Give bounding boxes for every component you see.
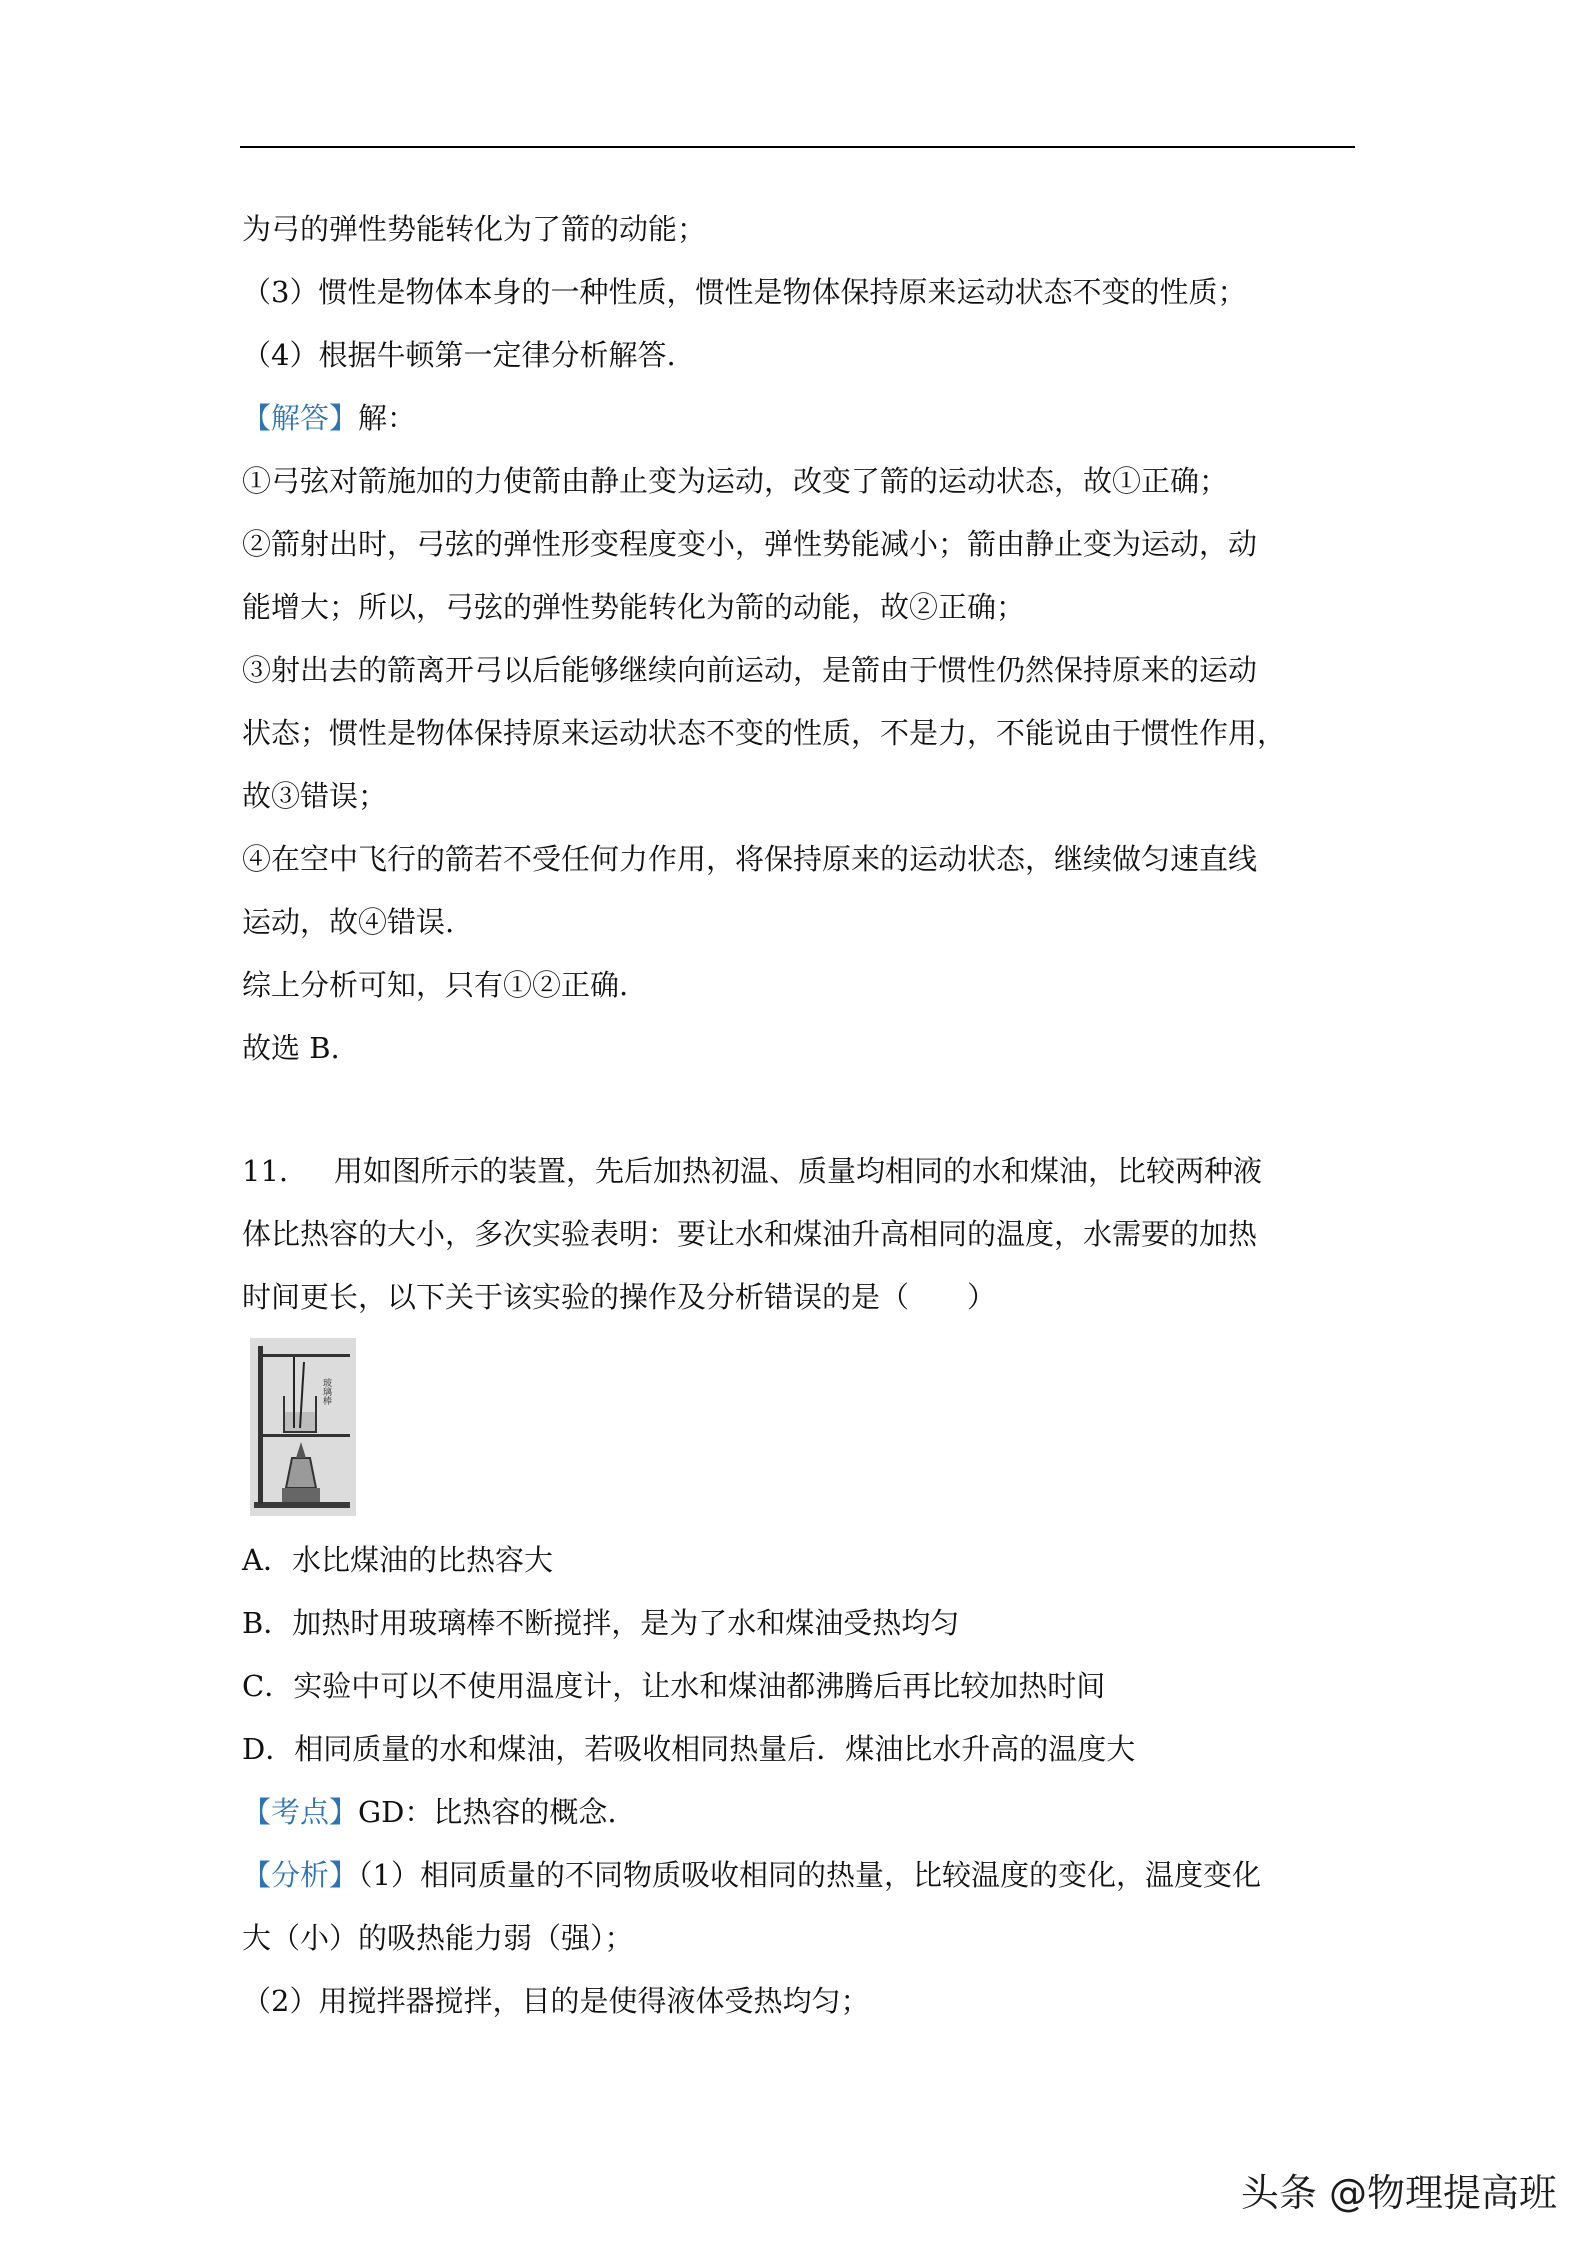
option-d: D．相同质量的水和煤油，若吸收相同热量后．煤油比水升高的温度大 [242,1732,1136,1766]
answer-line: ①弓弦对箭施加的力使箭由静止变为运动，改变了箭的运动状态，故①正确； [242,464,1229,498]
figure-label: 玻璃棒 [321,1378,331,1405]
kaodian-text: GD：比热容的概念. [358,1795,617,1829]
answer-line: 故选 B. [242,1031,340,1065]
watermark: 头条 @物理提高班 [1240,2171,1557,2215]
fenxi-line: 大（小）的吸热能力弱（强）； [242,1921,634,1955]
answer-line: ②箭射出时，弓弦的弹性形变程度变小，弹性势能减小；箭由静止变为运动，动 [242,527,1258,561]
header-rule [240,146,1355,148]
analysis-line: （3）惯性是物体本身的一种性质，惯性是物体保持原来运动状态不变的性质； [242,275,1247,309]
page-body [242,198,1357,2033]
answer-line: ③射出去的箭离开弓以后能够继续向前运动，是箭由于惯性仍然保持原来的运动 [242,653,1258,687]
option-c: C．实验中可以不使用温度计，让水和煤油都沸腾后再比较加热时间 [242,1669,1106,1703]
question-line [242,1140,1357,1203]
question-number: 11. [242,1154,289,1188]
fenxi-text: （1）相同质量的不同物质吸收相同的热量，比较温度的变化，温度变化 [358,1858,1261,1892]
figure-space [242,1329,1357,1529]
section-gap [242,1080,1357,1140]
kaodian-line [242,1781,1357,1844]
answer-line: 运动，故④错误. [242,905,455,939]
answer-intro: 解： [358,401,417,435]
answer-heading [242,387,1357,450]
fenxi-line: （2）用搅拌器搅拌，目的是使得液体受热均匀； [242,1984,870,2018]
fenxi-line [242,1844,1357,1907]
question-line: 时间更长，以下关于该实验的操作及分析错误的是（ ） [242,1280,997,1314]
option-a: A．水比煤油的比热容大 [242,1543,553,1577]
fenxi-tag: 【分析】 [242,1858,359,1892]
kaodian-tag: 【考点】 [242,1795,359,1829]
answer-line: 状态；惯性是物体保持原来运动状态不变的性质，不是力，不能说由于惯性作用， [242,716,1287,750]
question-line: 体比热容的大小，多次实验表明：要让水和煤油升高相同的温度，水需要的加热 [242,1217,1258,1251]
question-text: 用如图所示的装置，先后加热初温、质量均相同的水和煤油，比较两种液 [334,1154,1263,1188]
option-b: B．加热时用玻璃棒不断搅拌，是为了水和煤油受热均匀 [242,1606,960,1640]
answer-line: 故③错误； [242,779,388,813]
analysis-line: （4）根据牛顿第一定律分析解答. [242,338,676,372]
answer-line: 综上分析可知，只有①②正确. [242,968,629,1002]
answer-line: 能增大；所以，弓弦的弹性势能转化为箭的动能，故②正确； [242,590,1026,624]
answer-tag: 【解答】 [242,401,359,435]
analysis-line: 为弓的弹性势能转化为了箭的动能； [242,212,707,246]
apparatus-illustration [250,1338,356,1516]
answer-line: ④在空中飞行的箭若不受任何力作用，将保持原来的运动状态，继续做匀速直线 [242,842,1258,876]
experiment-figure [250,1338,356,1516]
